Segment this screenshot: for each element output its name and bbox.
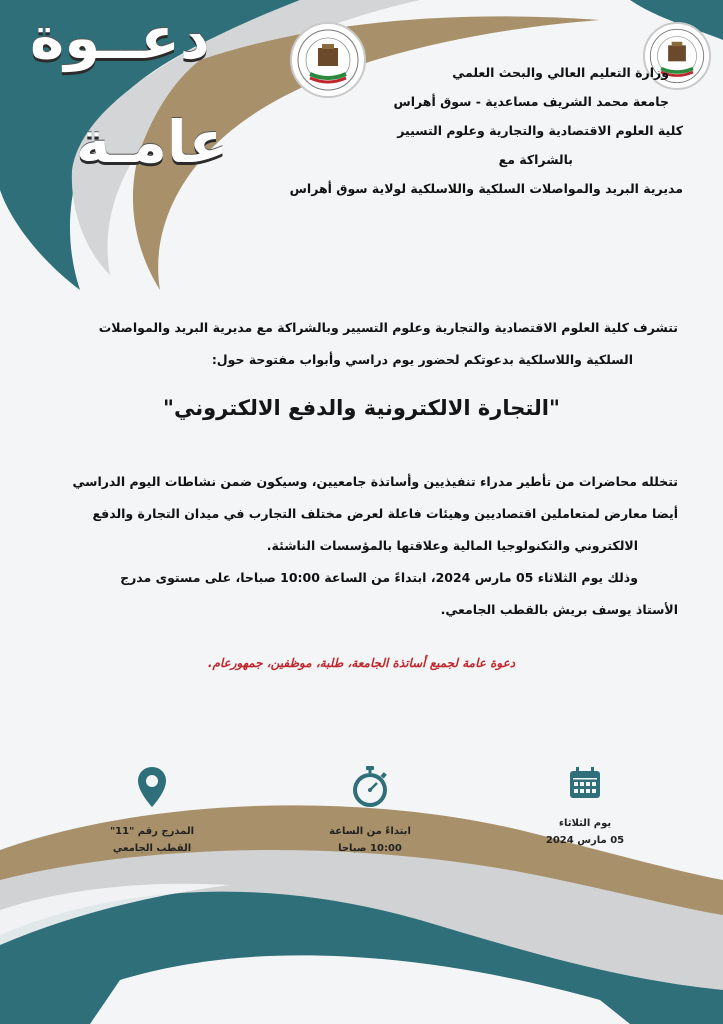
info-time-value: 10:00 صباحا: [338, 843, 402, 854]
details-line1: تتخلله محاضرات من تأطير مدراء تنفيذيين وأساتذة جامعيين، وسيكون ضمن نشاطات اليوم الدراسي: [72, 474, 678, 489]
info-place-hall: المدرج رقم "11": [109, 826, 195, 837]
info-place: [72, 765, 232, 857]
info-date: [505, 765, 665, 849]
info-date-day: يوم الثلاثاء: [558, 818, 612, 829]
details-line2: أيضا معارض لمتعاملين اقتصاديين وهيئات فاعلة لعرض مختلف التجارب في ميدان التجارة والدفع: [92, 506, 678, 521]
details-line5: الأستاذ يوسف بريش بالقطب الجامعي.: [440, 602, 678, 617]
header-ministry: وزارة التعليم العالي والبحث العلمي: [452, 65, 669, 80]
info-time-label: ابتداءً من الساعة: [329, 826, 411, 837]
header-directorate: مديرية البريد والمواصلات السلكية واللاسلكية لولاية سوق أهراس: [289, 181, 683, 196]
calendar-icon: [567, 765, 603, 801]
header-partnership: بالشراكة مع: [498, 152, 573, 167]
intro-paragraph: [38, 312, 678, 376]
big-title-line1: دعــوة: [30, 4, 210, 72]
info-place-campus: القطب الجامعي: [112, 843, 192, 854]
map-pin-icon: [136, 765, 168, 809]
header-university: جامعة محمد الشريف مساعدية - سوق أهراس: [393, 94, 669, 109]
stopwatch-icon: [349, 765, 391, 809]
details-paragraph: [38, 466, 678, 626]
intro-line1: تتشرف كلية العلوم الاقتصادية والتجارية وعلوم التسيير وبالشراكة مع مديرية البريد والمواصلات: [98, 320, 678, 335]
info-date-value: 05 مارس 2024: [545, 835, 625, 846]
intro-line2: السلكية واللاسلكية بدعوتكم لحضور يوم دراسي وأبواب مفتوحة حول:: [211, 352, 633, 367]
info-time: [290, 765, 450, 857]
big-title-line2: عامـة: [76, 108, 229, 176]
details-line4: وذلك يوم الثلاثاء 05 مارس 2024، ابتداءً من الساعة 10:00 صباحا، على مستوى مدرج: [120, 570, 638, 585]
event-title: "التجارة الالكترونية والدفع الالكتروني": [163, 396, 560, 420]
header-faculty: كلية العلوم الاقتصادية والتجارية وعلوم التسيير: [397, 123, 683, 138]
details-line3: الالكتروني والتكنولوجيا المالية وعلاقتها بالمؤسسات الناشئة.: [266, 538, 638, 553]
audience-note: دعوة عامة لجميع أساتذة الجامعة، طلبة، موظفين، جمهورعام.: [207, 656, 516, 670]
header-block: [123, 58, 683, 203]
